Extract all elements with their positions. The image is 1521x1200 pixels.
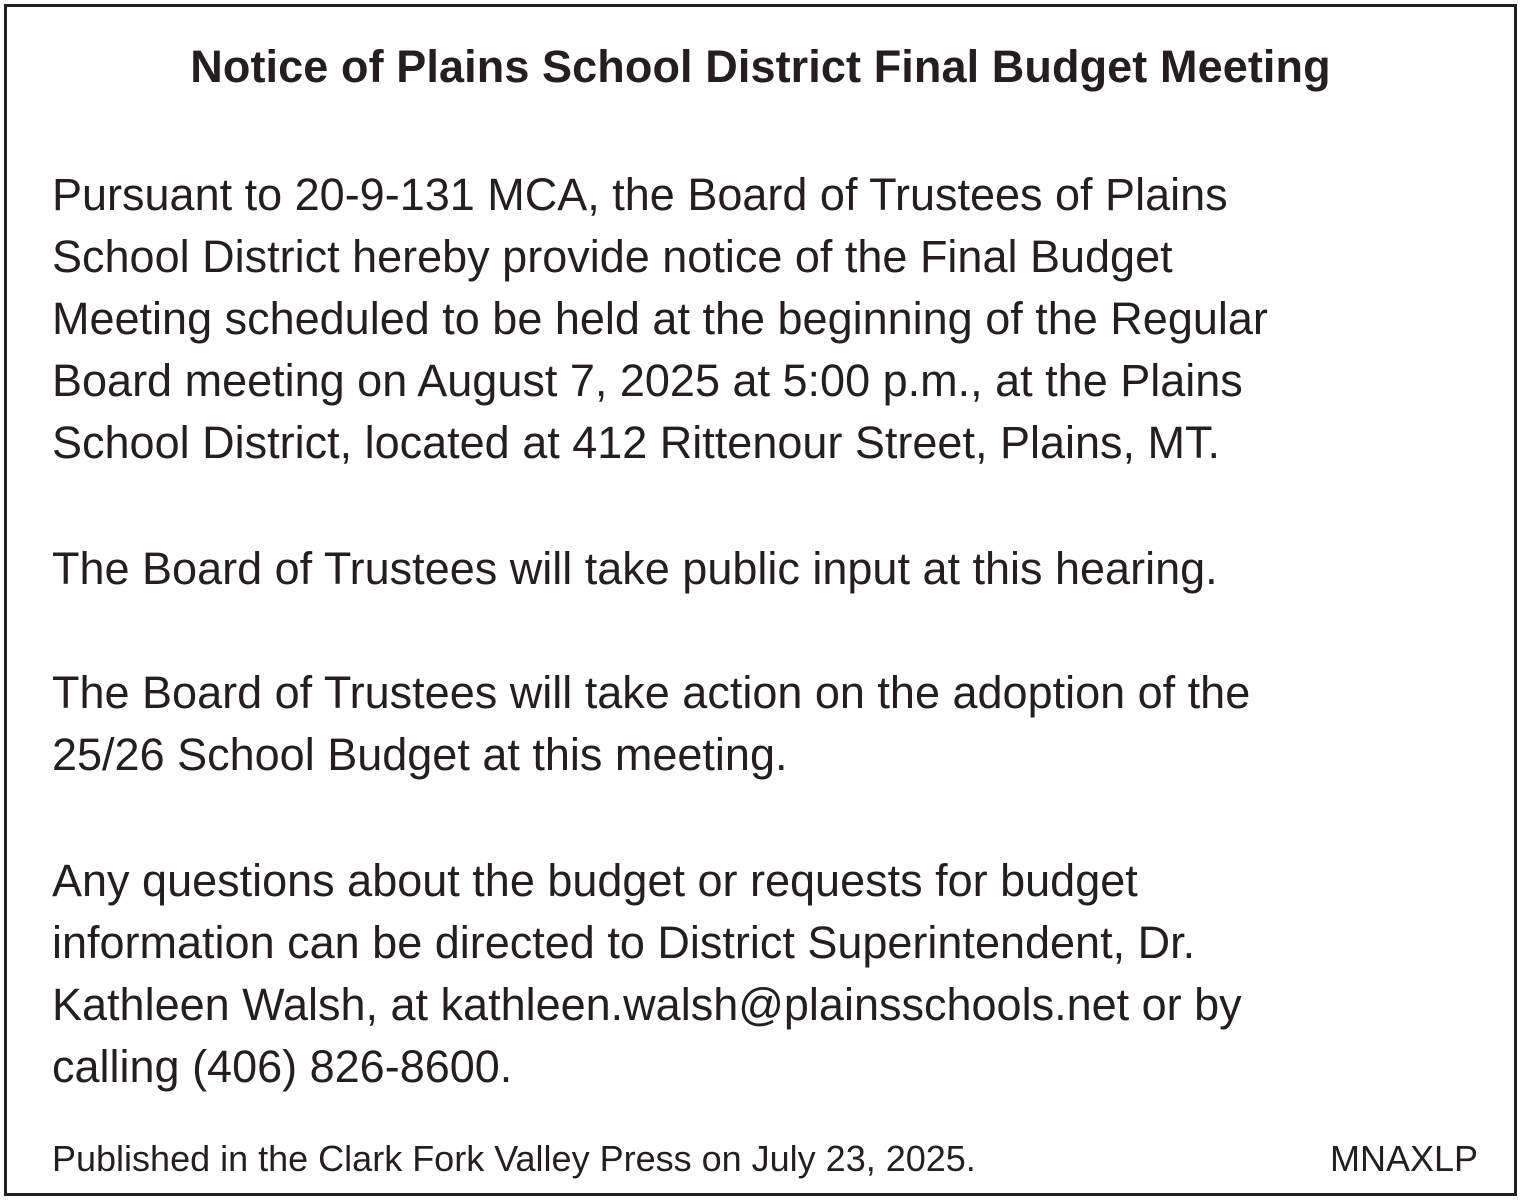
paragraph-line: Any questions about the budget or requests for budget — [52, 855, 1138, 906]
paragraph-line: Pursuant to 20-9-131 MCA, the Board of Trustees of Plains — [52, 169, 1228, 220]
paragraph-line: 25/26 School Budget at this meeting. — [52, 729, 788, 780]
legal-notice-box — [4, 4, 1517, 1196]
paragraph-line: calling (406) 826-8600. — [52, 1041, 513, 1092]
notice-paragraph-budget-adoption — [52, 662, 1492, 786]
paragraph-line: Meeting scheduled to be held at the beginning of the Regular — [52, 293, 1268, 344]
paragraph-line: The Board of Trustees will take public input at this hearing. — [52, 543, 1218, 594]
notice-paragraph-public-input — [52, 538, 1492, 600]
ad-code: MNAXLP — [1329, 1138, 1478, 1179]
paragraph-line: The Board of Trustees will take action on the adoption of the — [52, 667, 1251, 718]
paragraph-line: information can be directed to District Superintendent, Dr. — [52, 917, 1196, 968]
notice-paragraph-meeting-details — [52, 164, 1492, 474]
paragraph-line: Kathleen Walsh, at kathleen.walsh@plainsschools.net or by — [52, 979, 1242, 1030]
paragraph-line: Board meeting on August 7, 2025 at 5:00 p.m., at the Plains — [52, 355, 1243, 406]
paragraph-line: School District hereby provide notice of the Final Budget — [52, 231, 1173, 282]
notice-title: Notice of Plains School District Final Budget Meeting — [190, 41, 1331, 92]
paragraph-line: School District, located at 412 Rittenour Street, Plains, MT. — [52, 417, 1221, 468]
notice-paragraph-contact — [52, 850, 1492, 1098]
publication-line: Published in the Clark Fork Valley Press on July 23, 2025. — [52, 1138, 976, 1179]
